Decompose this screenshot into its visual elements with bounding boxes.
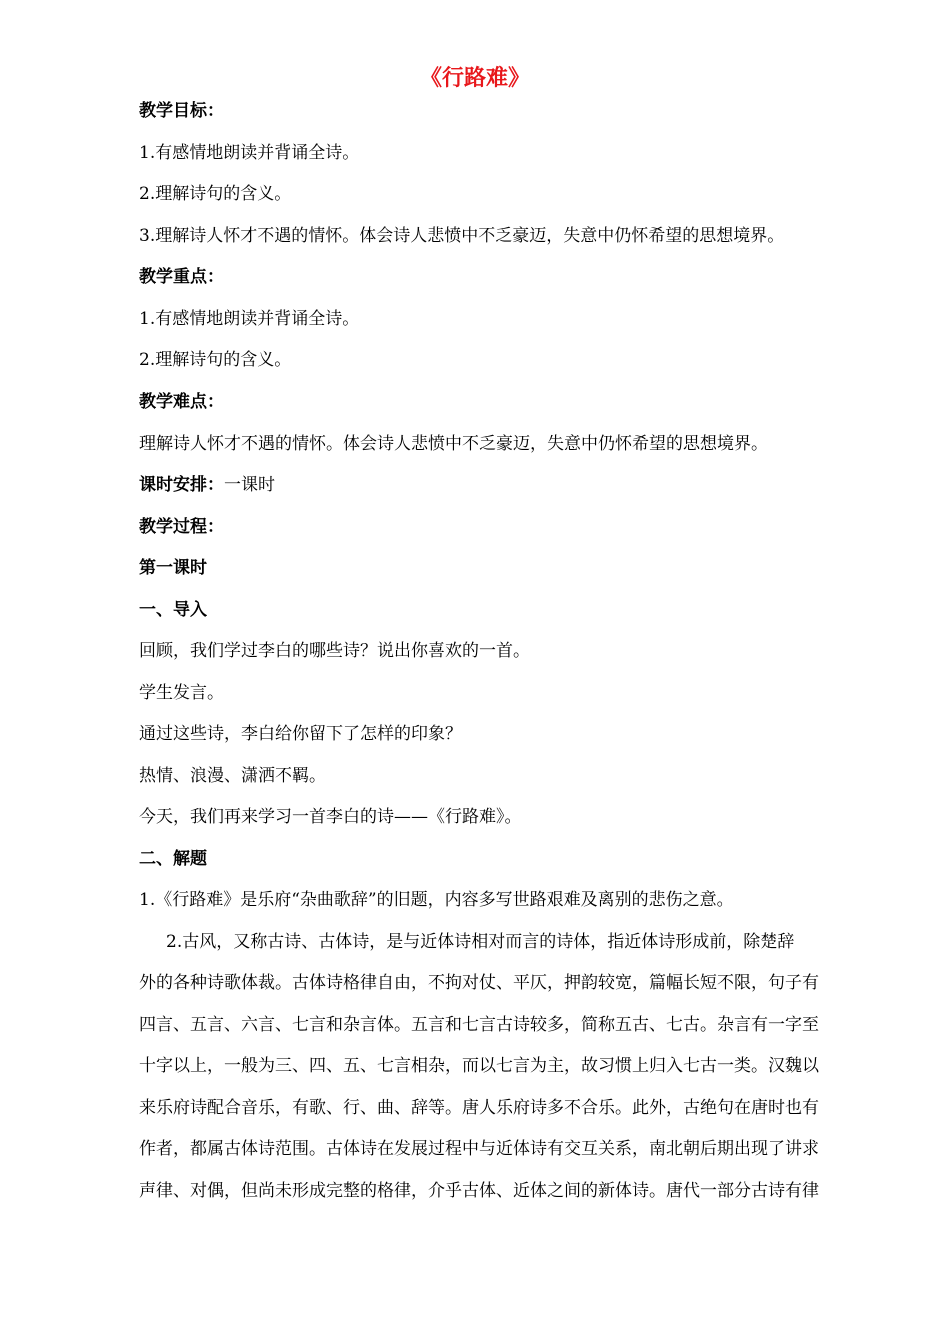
key-point-item: 1.有感情地朗读并背诵全诗。 <box>139 309 360 329</box>
difficulties-heading: 教学难点： <box>139 392 224 412</box>
intro-line: 热情、浪漫、潇洒不羁。 <box>139 766 326 786</box>
goal-item: 2.理解诗句的含义。 <box>139 184 292 204</box>
key-point-item: 2.理解诗句的含义。 <box>139 350 292 370</box>
goals-heading: 教学目标： <box>139 101 224 121</box>
process-heading: 教学过程： <box>139 517 224 537</box>
explain-item-2-line: 四言、五言、六言、七言和杂言体。五言和七言古诗较多，简称五古、七古。杂言有一字至 <box>139 1015 819 1035</box>
explain-item-2-line: 来乐府诗配合音乐，有歌、行、曲、辞等。唐人乐府诗多不合乐。此外，古绝句在唐时也有 <box>139 1098 819 1118</box>
explain-item-2-line: 2.古风，又称古诗、古体诗，是与近体诗相对而言的诗体，指近体诗形成前，除楚辞 <box>166 932 795 952</box>
document-title: 《行路难》 <box>419 66 530 91</box>
goal-item: 3.理解诗人怀才不遇的情怀。体会诗人悲愤中不乏豪迈，失意中仍怀希望的思想境界。 <box>139 226 785 246</box>
difficulties-text: 理解诗人怀才不遇的情怀。体会诗人悲愤中不乏豪迈，失意中仍怀希望的思想境界。 <box>139 434 768 454</box>
explain-item-1: 1.《行路难》是乐府“杂曲歌辞”的旧题，内容多写世路艰难及离别的悲伤之意。 <box>139 890 734 910</box>
intro-line: 回顾，我们学过李白的哪些诗？说出你喜欢的一首。 <box>139 641 530 661</box>
lesson-heading: 第一课时 <box>139 558 207 578</box>
goal-item: 1.有感情地朗读并背诵全诗。 <box>139 143 360 163</box>
schedule-label: 课时安排： <box>139 475 224 495</box>
intro-line: 今天，我们再来学习一首李白的诗——《行路难》。 <box>139 807 522 827</box>
explain-heading: 二、解题 <box>139 849 207 869</box>
intro-line: 学生发言。 <box>139 683 224 703</box>
explain-item-2-line: 十字以上，一般为三、四、五、七言相杂，而以七言为主，故习惯上归入七古一类。汉魏以 <box>139 1056 819 1076</box>
explain-item-2-line: 声律、对偶，但尚未形成完整的格律，介乎古体、近体之间的新体诗。唐代一部分古诗有律 <box>139 1181 819 1201</box>
intro-heading: 一、导入 <box>139 600 207 620</box>
intro-line: 通过这些诗，李白给你留下了怎样的印象？ <box>139 724 462 744</box>
explain-item-2-line: 作者，都属古体诗范围。古体诗在发展过程中与近体诗有交互关系，南北朝后期出现了讲求 <box>139 1139 819 1159</box>
explain-item-2-line: 外的各种诗歌体裁。古体诗格律自由，不拘对仗、平仄，押韵较宽，篇幅长短不限，句子有 <box>139 973 819 993</box>
schedule-line <box>139 473 869 497</box>
schedule-value: 一课时 <box>224 475 275 495</box>
key-points-heading: 教学重点： <box>139 267 224 287</box>
